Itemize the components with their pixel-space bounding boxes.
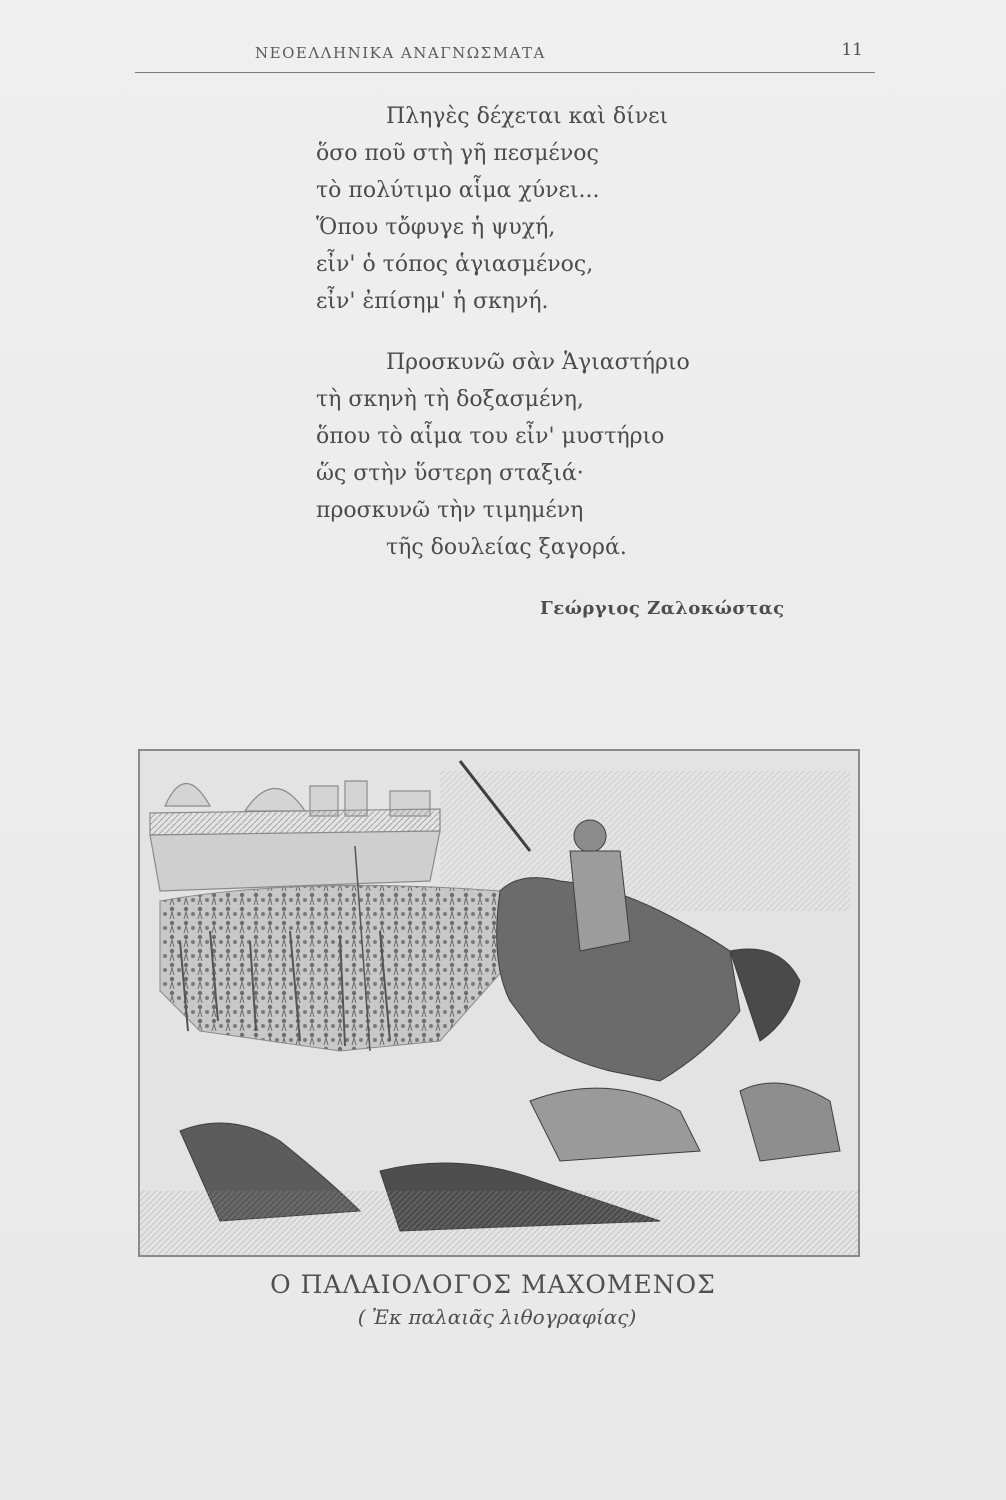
stanza-2 [316, 344, 736, 566]
verse: προσκυνῶ τὴν τιμημένη [316, 498, 584, 523]
verse: Προσκυνῶ σὰν Ἁγιαστήριο [386, 350, 690, 375]
verse: εἶν' ὁ τόπος ἁγιασμένος, [316, 252, 594, 277]
figure-subcaption: ( Ἐκ παλαιᾶς λιθογραφίας) [357, 1305, 637, 1329]
lithograph-illustration [138, 749, 860, 1257]
verse: ὥς στὴν ὕστερη σταξιά· [316, 461, 584, 486]
verse: τὸ πολύτιμο αἷμα χύνει... [316, 178, 600, 203]
header-rule [135, 72, 875, 73]
verse: τῆς δουλείας ξαγορά. [386, 535, 627, 560]
stanza-1 [316, 98, 736, 320]
running-header-title: ΝΕΟΕΛΛΗΝΙΚΑ ΑΝΑΓΝΩΣΜΑΤΑ [255, 44, 546, 62]
figure-caption: Ο ΠΑΛΑΙΟΛΟΓΟΣ ΜΑΧΟΜΕΝΟΣ [270, 1270, 716, 1299]
verse: τὴ σκηνὴ τὴ δοξασμένη, [316, 387, 584, 412]
verse: ὅσο ποῦ στὴ γῆ πεσμένος [316, 141, 599, 166]
verse: Πληγὲς δέχεται καὶ δίνει [386, 104, 669, 129]
poem [316, 98, 736, 590]
verse: εἶν' ἐπίσημ' ἡ σκηνή. [316, 289, 549, 314]
verse: Ὅπου τὄφυγε ἡ ψυχή, [316, 215, 556, 240]
battle-scene-drawing [140, 751, 858, 1255]
verse: ὅπου τὸ αἷμα του εἶν' μυστήριο [316, 424, 665, 449]
poem-author: Γεώργιος Ζαλοκώστας [540, 598, 785, 619]
page-number: 11 [841, 40, 863, 60]
running-header [135, 40, 875, 76]
